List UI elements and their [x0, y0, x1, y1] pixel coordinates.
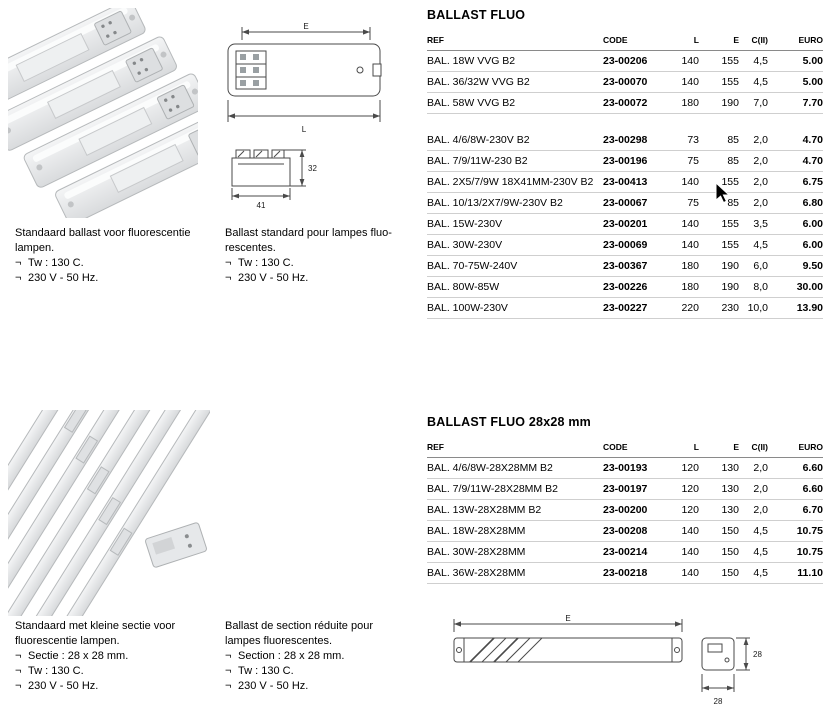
table-cell: 4,5	[753, 525, 768, 537]
table-cell: 6.00	[802, 218, 823, 230]
table-header-row	[427, 35, 823, 51]
spec-text: Tw : 130 C.	[28, 665, 84, 677]
table-cell: 13.90	[796, 302, 823, 314]
column-header: L	[693, 35, 699, 45]
table-cell: 23-00193	[603, 462, 648, 474]
table-row	[427, 235, 823, 256]
spec-text: 230 V - 50 Hz.	[28, 680, 99, 692]
table-cell: 23-00214	[603, 546, 648, 558]
table-row	[427, 51, 823, 72]
table-header-row	[427, 442, 823, 458]
table-cell: 140	[681, 76, 699, 88]
table-cell: 2,0	[753, 155, 768, 167]
table-cell: 155	[721, 55, 739, 67]
bullet-icon: ¬	[225, 272, 232, 284]
column-header: EURO	[798, 35, 823, 45]
table-cell: 150	[721, 546, 739, 558]
dim-label-32: 32	[308, 164, 317, 173]
table-cell: 75	[687, 155, 699, 167]
dim-label-E: E	[303, 22, 309, 31]
spec-text: Tw : 130 C.	[238, 257, 294, 269]
table-row	[427, 479, 823, 500]
drawing-ballast-top-view	[220, 20, 390, 135]
table-cell: BAL. 36W-28X28MM	[427, 567, 526, 579]
table-cell: 6.60	[802, 483, 823, 495]
table-cell: 6.75	[802, 176, 823, 188]
table-row	[427, 256, 823, 277]
table-cell: 5.00	[802, 76, 823, 88]
spec-item	[225, 649, 415, 664]
table-cell: 140	[681, 176, 699, 188]
dim-label-E: E	[565, 614, 571, 623]
bullet-icon: ¬	[15, 680, 22, 692]
table-cell: 155	[721, 76, 739, 88]
table-cell: 85	[727, 197, 739, 209]
text-line: rescentes.	[225, 242, 276, 254]
table-cell: 6,0	[753, 260, 768, 272]
table-cell: BAL. 7/9/11W-230 B2	[427, 155, 528, 167]
table-cell: 155	[721, 239, 739, 251]
table-cell: 190	[721, 281, 739, 293]
spec-item	[225, 679, 415, 694]
table-cell: 6.00	[802, 239, 823, 251]
table-cell: 7.70	[802, 97, 823, 109]
text-line: lampen.	[15, 242, 55, 254]
table-body	[427, 51, 823, 319]
table-cell: 120	[681, 483, 699, 495]
table-cell: BAL. 18W VVG B2	[427, 55, 516, 67]
description-standard-ballast-nl	[15, 226, 215, 286]
table-cell: 190	[721, 260, 739, 272]
table-cell: 130	[721, 483, 739, 495]
table-cell: BAL. 30W-230V	[427, 239, 503, 251]
spec-list	[225, 256, 415, 286]
table-row	[427, 151, 823, 172]
table-ballast-fluo-28x28	[427, 415, 823, 584]
table-cell: 220	[681, 302, 699, 314]
table-row	[427, 500, 823, 521]
text-line: Standaard met kleine sectie voor	[15, 620, 176, 632]
table-cell: 5.00	[802, 55, 823, 67]
spec-text: Section : 28 x 28 mm.	[238, 650, 345, 662]
table-cell: BAL. 15W-230V	[427, 218, 503, 230]
desc-text	[225, 226, 415, 256]
spec-item	[15, 649, 215, 664]
table-cell: 2,0	[753, 197, 768, 209]
table-cell: 23-00367	[603, 260, 648, 272]
table-cell: 2,0	[753, 483, 768, 495]
table-cell: 23-00413	[603, 176, 648, 188]
mouse-cursor	[714, 182, 732, 204]
table-cell: 23-00201	[603, 218, 648, 230]
table-cell: 23-00196	[603, 155, 648, 167]
column-header: L	[693, 442, 699, 452]
table-cell: 73	[687, 134, 699, 146]
description-small-section-nl	[15, 619, 215, 694]
table-cell: 23-00206	[603, 55, 648, 67]
table-cell: 11.10	[797, 567, 823, 579]
table-cell: 4,5	[753, 546, 768, 558]
column-header: E	[733, 442, 739, 452]
table-cell: 150	[721, 567, 739, 579]
table-cell: 85	[727, 155, 739, 167]
text-line: fluorescentie lampen.	[15, 635, 120, 647]
dim-label-28-height: 28	[753, 650, 762, 659]
table-cell: 130	[721, 462, 739, 474]
table-cell: 155	[721, 218, 739, 230]
table-row	[427, 214, 823, 235]
table-cell: 120	[681, 504, 699, 516]
table-cell: 10.75	[796, 546, 823, 558]
table-cell: 23-00200	[603, 504, 648, 516]
spec-text: 230 V - 50 Hz.	[28, 272, 99, 284]
table-cell: 23-00072	[603, 97, 648, 109]
table-cell: 140	[681, 567, 699, 579]
table-row	[427, 563, 823, 584]
table-cell: 2,0	[753, 176, 768, 188]
bullet-icon: ¬	[225, 650, 232, 662]
drawing-ballast-side-view	[224, 142, 339, 210]
bullet-icon: ¬	[15, 650, 22, 662]
table-row	[427, 130, 823, 151]
description-small-section-fr	[225, 619, 415, 694]
table-cell: 8,0	[753, 281, 768, 293]
table-cell: 180	[681, 260, 699, 272]
dim-label-41: 41	[256, 201, 266, 210]
table-cell: 75	[687, 197, 699, 209]
table-cell: 10,0	[747, 302, 768, 314]
table-cell: 4,5	[753, 55, 768, 67]
table-cell: 140	[681, 55, 699, 67]
table-cell: 190	[721, 97, 739, 109]
table-cell: 23-00197	[603, 483, 648, 495]
table-cell: BAL. 100W-230V	[427, 302, 508, 314]
text-line: Ballast standard pour lampes fluo-	[225, 227, 392, 239]
table-cell: 4.70	[802, 155, 823, 167]
table-title: BALLAST FLUO	[427, 8, 526, 22]
table-cell: 6.60	[802, 462, 823, 474]
spec-item	[225, 256, 415, 271]
table-cell: BAL. 4/6/8W-28X28MM B2	[427, 462, 553, 474]
column-header: C(II)	[751, 35, 768, 45]
text-line: lampes fluorescentes.	[225, 635, 332, 647]
spec-text: 230 V - 50 Hz.	[238, 680, 309, 692]
table-row	[427, 521, 823, 542]
table-cell: 23-00069	[603, 239, 648, 251]
product-photo-standard-ballasts	[8, 8, 198, 218]
table-cell: 2,0	[753, 134, 768, 146]
product-photo-slim-ballasts	[8, 410, 210, 616]
bullet-icon: ¬	[15, 665, 22, 677]
spec-text: Sectie : 28 x 28 mm.	[28, 650, 129, 662]
table-cell: BAL. 80W-85W	[427, 281, 500, 293]
desc-text	[15, 619, 215, 649]
spec-item	[15, 679, 215, 694]
bullet-icon: ¬	[225, 665, 232, 677]
table-cell: 23-00067	[603, 197, 648, 209]
column-header: C(II)	[751, 442, 768, 452]
bullet-icon: ¬	[225, 680, 232, 692]
table-cell: BAL. 4/6/8W-230V B2	[427, 134, 530, 146]
spec-text: Tw : 130 C.	[28, 257, 84, 269]
spec-text: Tw : 130 C.	[238, 665, 294, 677]
spec-item	[225, 664, 415, 679]
bullet-icon: ¬	[15, 272, 22, 284]
table-cell: 4,5	[753, 567, 768, 579]
column-header: EURO	[798, 442, 823, 452]
table-cell: 155	[721, 176, 739, 188]
table-cell: 23-00298	[603, 134, 648, 146]
table-cell: BAL. 10/13/2X7/9W-230V B2	[427, 197, 563, 209]
description-standard-ballast-fr	[225, 226, 415, 286]
table-cell: 10.75	[796, 525, 823, 537]
table-cell: 140	[681, 218, 699, 230]
table-cell: 85	[727, 134, 739, 146]
table-row	[427, 172, 823, 193]
table-cell: 6.70	[802, 504, 823, 516]
table-row	[427, 458, 823, 479]
dim-label-28-width: 28	[713, 697, 723, 706]
table-cell: 150	[721, 525, 739, 537]
bullet-icon: ¬	[225, 257, 232, 269]
table-cell: 180	[681, 281, 699, 293]
column-header: CODE	[603, 35, 628, 45]
column-header: REF	[427, 35, 444, 45]
table-row	[427, 193, 823, 214]
table-cell: BAL. 7/9/11W-28X28MM B2	[427, 483, 558, 495]
table-cell: 120	[681, 462, 699, 474]
table-cell: 230	[721, 302, 739, 314]
table-cell: 4,5	[753, 76, 768, 88]
table-cell: 4,5	[753, 239, 768, 251]
table-cell: 140	[681, 239, 699, 251]
dim-label-L: L	[301, 125, 307, 134]
table-cell: 30.00	[796, 281, 823, 293]
table-cell: BAL. 13W-28X28MM B2	[427, 504, 542, 516]
table-cell: BAL. 58W VVG B2	[427, 97, 516, 109]
table-cell: BAL. 30W-28X28MM	[427, 546, 526, 558]
table-cell: BAL. 36/32W VVG B2	[427, 76, 530, 88]
table-ballast-fluo	[427, 8, 823, 319]
table-cell: 2,0	[753, 504, 768, 516]
spec-list	[15, 649, 215, 694]
desc-text	[15, 226, 215, 256]
table-row	[427, 298, 823, 319]
spec-item	[225, 271, 415, 286]
drawing-slim-ballast	[440, 612, 775, 717]
table-group-gap	[427, 114, 823, 130]
spec-item	[15, 271, 215, 286]
table-row	[427, 72, 823, 93]
table-title: BALLAST FLUO 28x28 mm	[427, 415, 591, 429]
table-row	[427, 93, 823, 114]
table-row	[427, 277, 823, 298]
table-cell: 3,5	[753, 218, 768, 230]
table-row	[427, 542, 823, 563]
table-body	[427, 458, 823, 584]
table-cell: 23-00226	[603, 281, 648, 293]
text-line: Standaard ballast voor fluorescentie	[15, 227, 191, 239]
table-cell: 23-00208	[603, 525, 648, 537]
spec-list	[15, 256, 215, 286]
spec-list	[225, 649, 415, 694]
table-cell: 23-00218	[603, 567, 648, 579]
column-header: REF	[427, 442, 444, 452]
table-cell: 180	[681, 97, 699, 109]
table-cell: 6.80	[802, 197, 823, 209]
table-cell: 23-00070	[603, 76, 648, 88]
table-cell: 140	[681, 525, 699, 537]
bullet-icon: ¬	[15, 257, 22, 269]
text-line: Ballast de section réduite pour	[225, 620, 373, 632]
spec-text: 230 V - 50 Hz.	[238, 272, 309, 284]
desc-text	[225, 619, 415, 649]
table-cell: 23-00227	[603, 302, 648, 314]
table-cell: BAL. 2X5/7/9W 18X41MM-230V B2	[427, 176, 594, 188]
table-cell: BAL. 18W-28X28MM	[427, 525, 526, 537]
column-header: CODE	[603, 442, 628, 452]
table-cell: BAL. 70-75W-240V	[427, 260, 518, 272]
table-cell: 7,0	[753, 97, 768, 109]
table-cell: 140	[681, 546, 699, 558]
spec-item	[15, 256, 215, 271]
spec-item	[15, 664, 215, 679]
column-header: E	[733, 35, 739, 45]
table-cell: 9.50	[802, 260, 823, 272]
table-cell: 130	[721, 504, 739, 516]
table-cell: 4.70	[802, 134, 823, 146]
table-cell: 2,0	[753, 462, 768, 474]
